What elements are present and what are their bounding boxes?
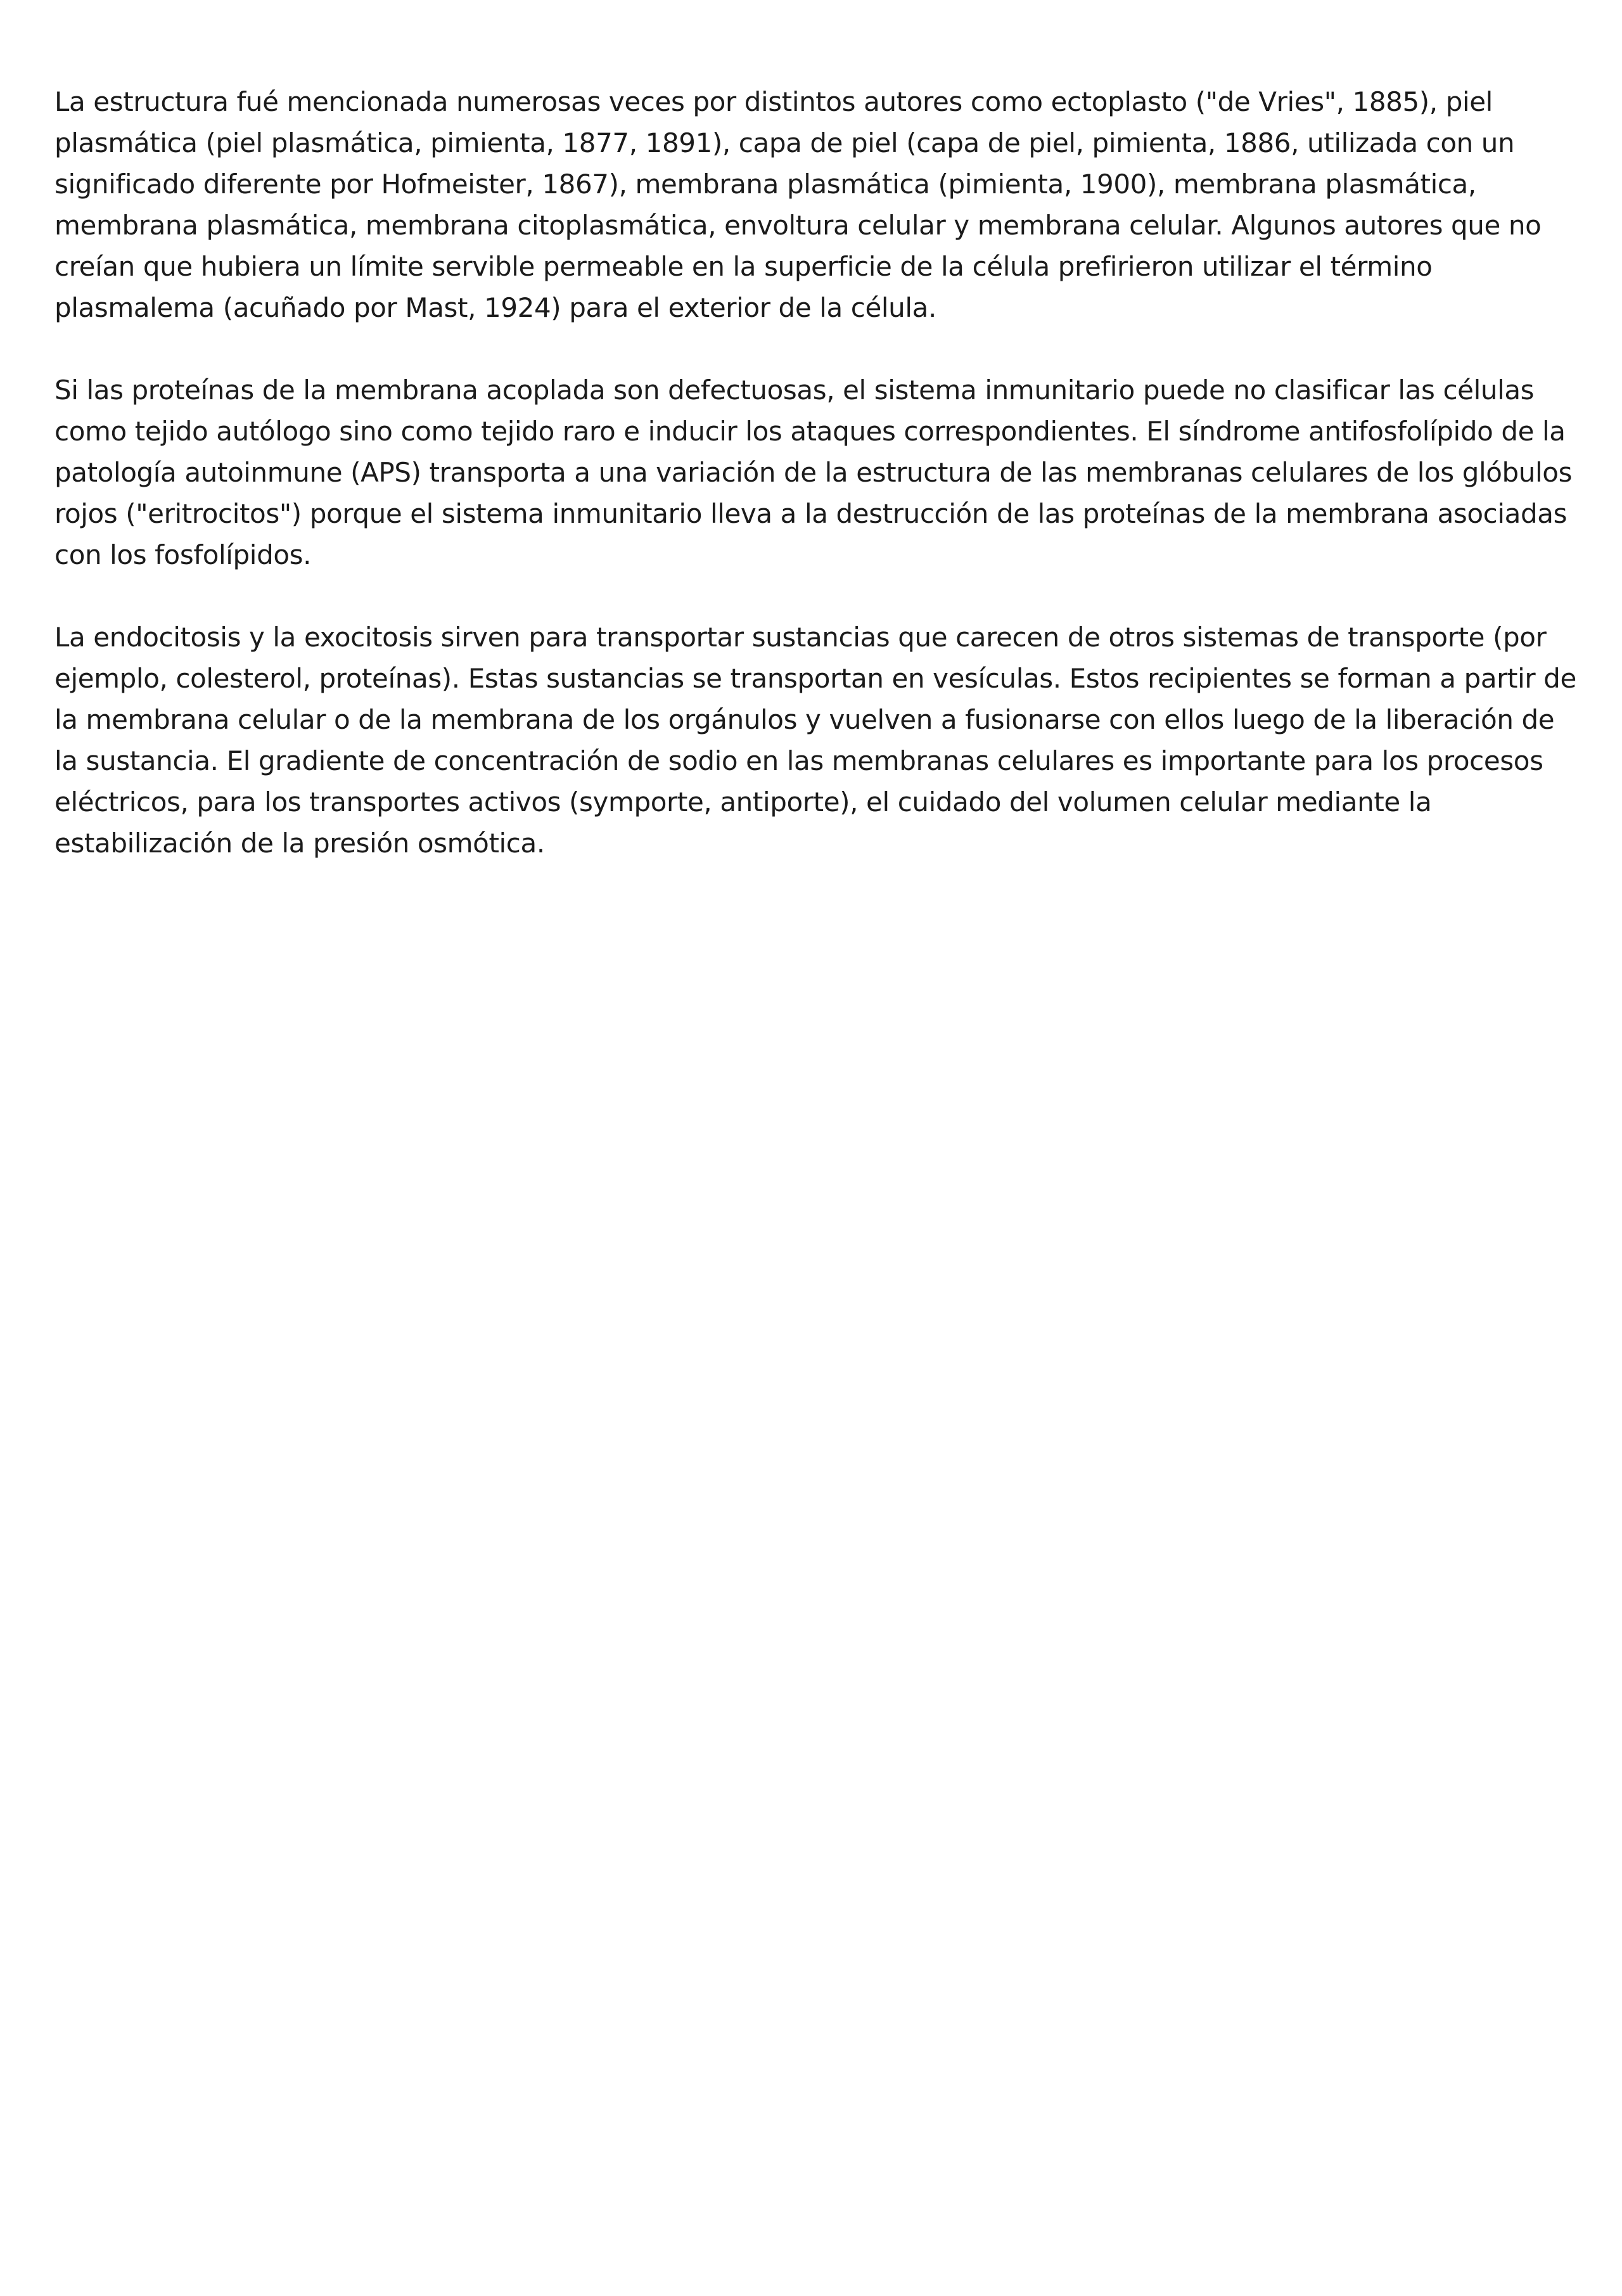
paragraph-2: Si las proteínas de la membrana acoplada son defectuosas, el sistema inmunitario puede no clasificar las células como tejido autólogo sino como tejido raro e inducir los ataques correspondientes. El síndrome antifosfolípido de la patología autoinmune (APS) transporta a una variación de la estructura de las membranas celulares de los glóbulos rojos ("eritrocitos") porque el sistema inmunitario lleva a la destrucción de las proteínas de la membrana asociadas con los fosfolípidos. [54,375,1573,570]
document-body [54,81,1581,905]
paragraph-3: La endocitosis y la exocitosis sirven para transportar sustancias que carecen de otros sistemas de transporte (por ejemplo, colesterol, proteínas). Estas sustancias se transportan en vesículas. Estos recipientes se forman a partir de la membrana celular o de la membrana de los orgánulos y vuelven a fusionarse con ellos luego de la liberación de la sustancia. El gradiente de concentración de sodio en las membranas celulares es importante para los procesos eléctricos, para los transportes activos (symporte, antiporte), el cuidado del volumen celular mediante la estabilización de la presión osmótica. [54,622,1576,859]
paragraph-1: La estructura fué mencionada numerosas veces por distintos autores como ectoplasto ("de Vries", 1885), piel plasmática (piel plasmática, pimienta, 1877, 1891), capa de piel (capa de piel, pimienta, 1886, utilizada con un significado diferente por Hofmeister, 1867), membrana plasmática (pimienta, 1900), membrana plasmática, membrana plasmática, membrana citoplasmática, envoltura celular y membrana celular. Algunos autores que no creían que hubiera un límite servible permeable en la superficie de la célula prefirieron utilizar el término plasmalema (acuñado por Mast, 1924) para el exterior de la célula. [54,86,1542,323]
